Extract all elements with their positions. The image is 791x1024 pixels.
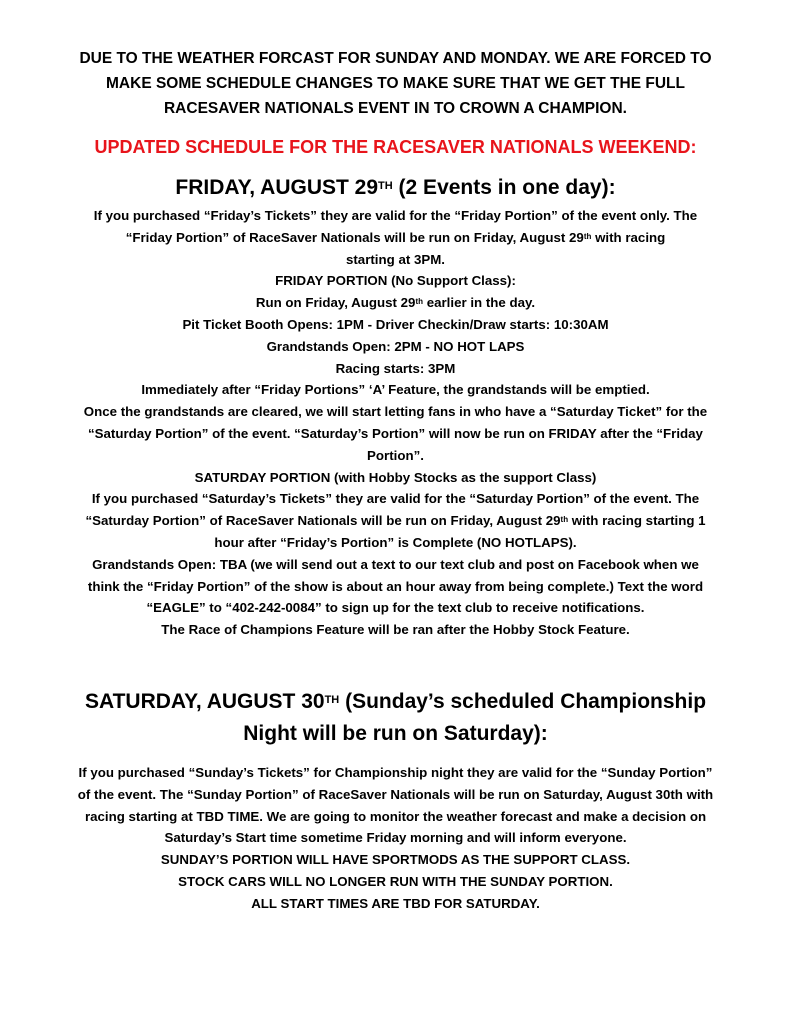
friday-line: Portion”. [367, 447, 424, 463]
friday-line [30, 292, 761, 314]
notice-line: MAKE SOME SCHEDULE CHANGES TO MAKE SURE THAT WE GET THE FULL [106, 75, 685, 92]
saturday-line: If you purchased “Sunday’s Tickets” for Championship night they are valid for the “Sunday Portion” [78, 765, 713, 780]
friday-line: If you purchased “Friday’s Tickets” they are valid for the “Friday Portion” of the event only. The [93, 208, 698, 223]
friday-line: Racing starts: 3PM [335, 360, 456, 376]
friday-line-text: with racing [591, 229, 666, 245]
friday-line-text: “Saturday Portion” of RaceSaver Nationals will be run on Friday, August 29 [85, 513, 561, 529]
saturday-line: SUNDAY’S PORTION WILL HAVE SPORTMODS AS THE SUPPORT CLASS. [160, 852, 631, 868]
friday-line: Grandstands Open: 2PM - NO HOT LAPS [266, 338, 525, 354]
saturday-heading-suffix: TH [324, 694, 340, 706]
friday-line [30, 227, 761, 249]
notice-line: DUE TO THE WEATHER FORCAST FOR SUNDAY AND MONDAY. WE ARE FORCED TO [79, 50, 712, 67]
friday-heading-suffix: TH [378, 180, 393, 192]
friday-line: The Race of Champions Feature will be ran after the Hobby Stock Feature. [161, 622, 630, 638]
saturday-line: of the event. The “Sunday Portion” of RaceSaver Nationals will be run on Saturday, August 30th with [77, 786, 714, 802]
friday-line [30, 510, 761, 532]
saturday-line: STOCK CARS WILL NO LONGER RUN WITH THE SUNDAY PORTION. [178, 873, 613, 889]
friday-heading-detail: (2 Events in one day): [392, 176, 616, 199]
friday-portion-title: FRIDAY PORTION (No Support Class): [275, 273, 516, 289]
date-suffix: th [560, 515, 569, 525]
friday-line: Immediately after “Friday Portions” ‘A’ Feature, the grandstands will be emptied. [141, 382, 650, 398]
friday-line-text: “Friday Portion” of RaceSaver Nationals will be run on Friday, August 29 [125, 229, 584, 245]
friday-line: hour after “Friday’s Portion” is Complete (NO HOTLAPS). [214, 534, 577, 550]
friday-line-text: with racing starting 1 [568, 513, 706, 529]
text-club-line: “EAGLE” to “402-242-0084” to sign up for the text club to receive notifications. [146, 600, 645, 616]
saturday-heading-detail: (Sunday’s scheduled Championship [339, 690, 707, 713]
date-suffix: th [583, 231, 592, 241]
saturday-line: racing starting at TBD TIME. We are going to monitor the weather forecast and make a decision on [84, 808, 707, 824]
saturday-heading-line: Night will be run on Saturday): [243, 722, 548, 745]
saturday-line: Saturday’s Start time sometime Friday morning and will inform everyone. [164, 830, 627, 846]
friday-line: Grandstands Open: TBA (we will send out a text to our text club and post on Facebook when we [92, 556, 699, 572]
saturday-heading-line [20, 686, 771, 718]
friday-line: “Saturday Portion” of the event. “Saturday’s Portion” will now be run on FRIDAY after the “Friday [88, 425, 703, 441]
updated-schedule-heading: UPDATED SCHEDULE FOR THE RACESAVER NATIONALS WEEKEND: [94, 137, 697, 157]
weather-notice [40, 46, 751, 121]
friday-details [30, 205, 761, 641]
friday-heading-line [20, 172, 771, 204]
friday-line-text: Run on Friday, August 29 [255, 295, 416, 311]
saturday-heading [20, 686, 771, 750]
saturday-line: ALL START TIMES ARE TBD FOR SATURDAY. [251, 895, 540, 911]
saturday-portion-title: SATURDAY PORTION (with Hobby Stocks as the support Class) [194, 469, 597, 485]
friday-line: Once the grandstands are cleared, we will start letting fans in who have a “Saturday Ticket” for the [83, 404, 708, 420]
saturday-heading-text: SATURDAY, AUGUST 30 [84, 690, 325, 713]
friday-line: starting at 3PM. [345, 251, 445, 267]
friday-line: If you purchased “Saturday’s Tickets” they are valid for the “Saturday Portion” of the event. The [91, 491, 700, 507]
saturday-details [30, 762, 761, 915]
friday-line-text: earlier in the day. [423, 295, 536, 311]
friday-line: Pit Ticket Booth Opens: 1PM - Driver Checkin/Draw starts: 10:30AM [182, 316, 609, 332]
friday-heading-text: FRIDAY, AUGUST 29 [175, 176, 379, 199]
friday-line: think the “Friday Portion” of the show is about an hour away from being complete.) Text the word [87, 578, 704, 594]
friday-heading [20, 172, 771, 204]
notice-line: RACESAVER NATIONALS EVENT IN TO CROWN A CHAMPION. [163, 100, 627, 117]
date-suffix: th [415, 297, 424, 307]
